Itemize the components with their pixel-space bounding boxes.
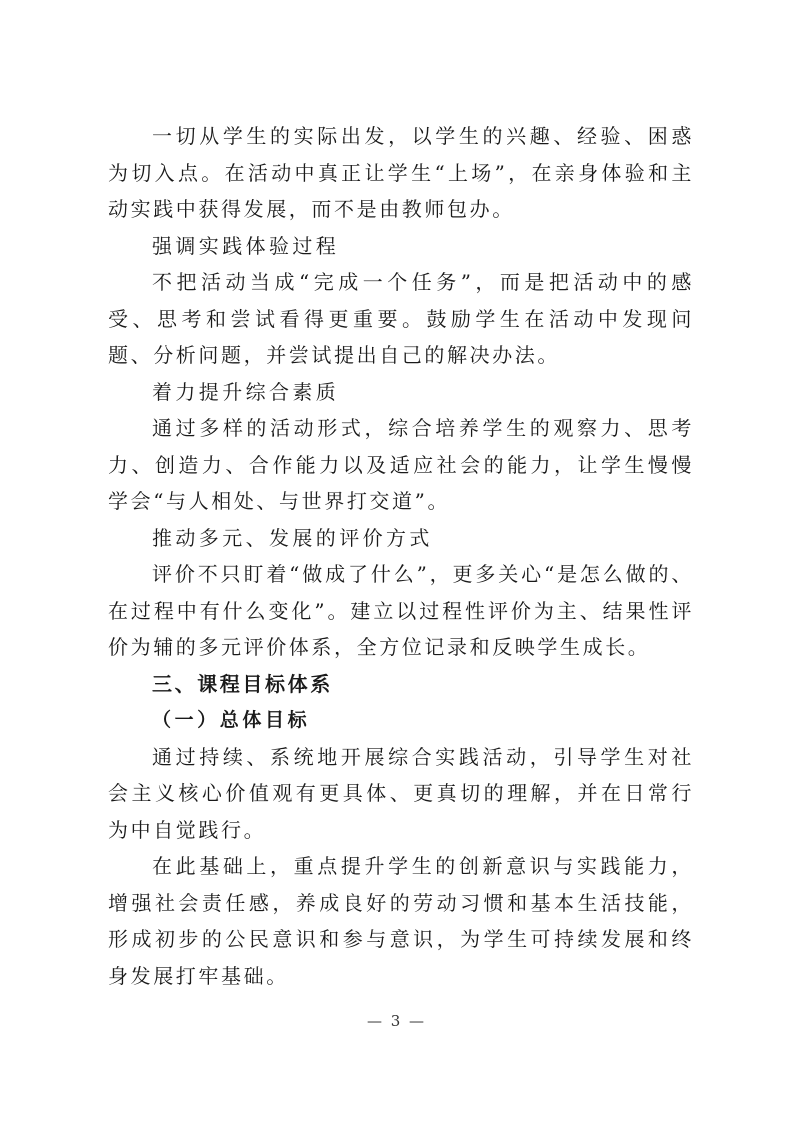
paragraph-overall-goal-1: 通过持续、系统地开展综合实践活动，引导学生对社会主义核心价值观有更具体、更真切的理解，并在日常行为中自觉践行。 [108,744,694,842]
subheading-practice-process: 强调实践体验过程 [152,233,340,258]
paragraph-student-centered: 一切从学生的实际出发，以学生的兴趣、经验、困惑为切入点。在活动中真正让学生“上场”，在亲身体验和主动实践中获得发展，而不是由教师包办。 [108,124,694,221]
page-number: — 3 — [366,1012,427,1030]
section-title: 三、课程目标体系 [152,671,333,696]
paragraph-practice-process: 不把活动当成“完成一个任务”，而是把活动中的感受、思考和尝试看得更重要。鼓励学生在活动中发现问题、分析问题，并尝试提出自己的解决办法。 [108,270,694,367]
section-subtitle: （一）总体目标 [152,709,311,731]
subheading-comprehensive-quality: 着力提升综合素质 [152,379,340,404]
paragraph-overall-goal-2: 在此基础上，重点提升学生的创新意识与实践能力，增强社会责任感，养成良好的劳动习惯和基本生活技能，形成初步的公民意识和参与意识，为学生可持续发展和终身发展打牢基础。 [108,854,694,988]
page-body [108,118,694,994]
subheading-evaluation: 推动多元、发展的评价方式 [152,525,433,550]
paragraph-comprehensive-quality: 通过多样的活动形式，综合培养学生的观察力、思考力、创造力、合作能力以及适应社会的能力，让学生慢慢学会“与人相处、与世界打交道”。 [108,416,694,513]
paragraph-evaluation: 评价不只盯着“做成了什么”，更多关心“是怎么做的、在过程中有什么变化”。建立以过程性评价为主、结果性评价为辅的多元评价体系，全方位记录和反映学生成长。 [108,562,694,659]
